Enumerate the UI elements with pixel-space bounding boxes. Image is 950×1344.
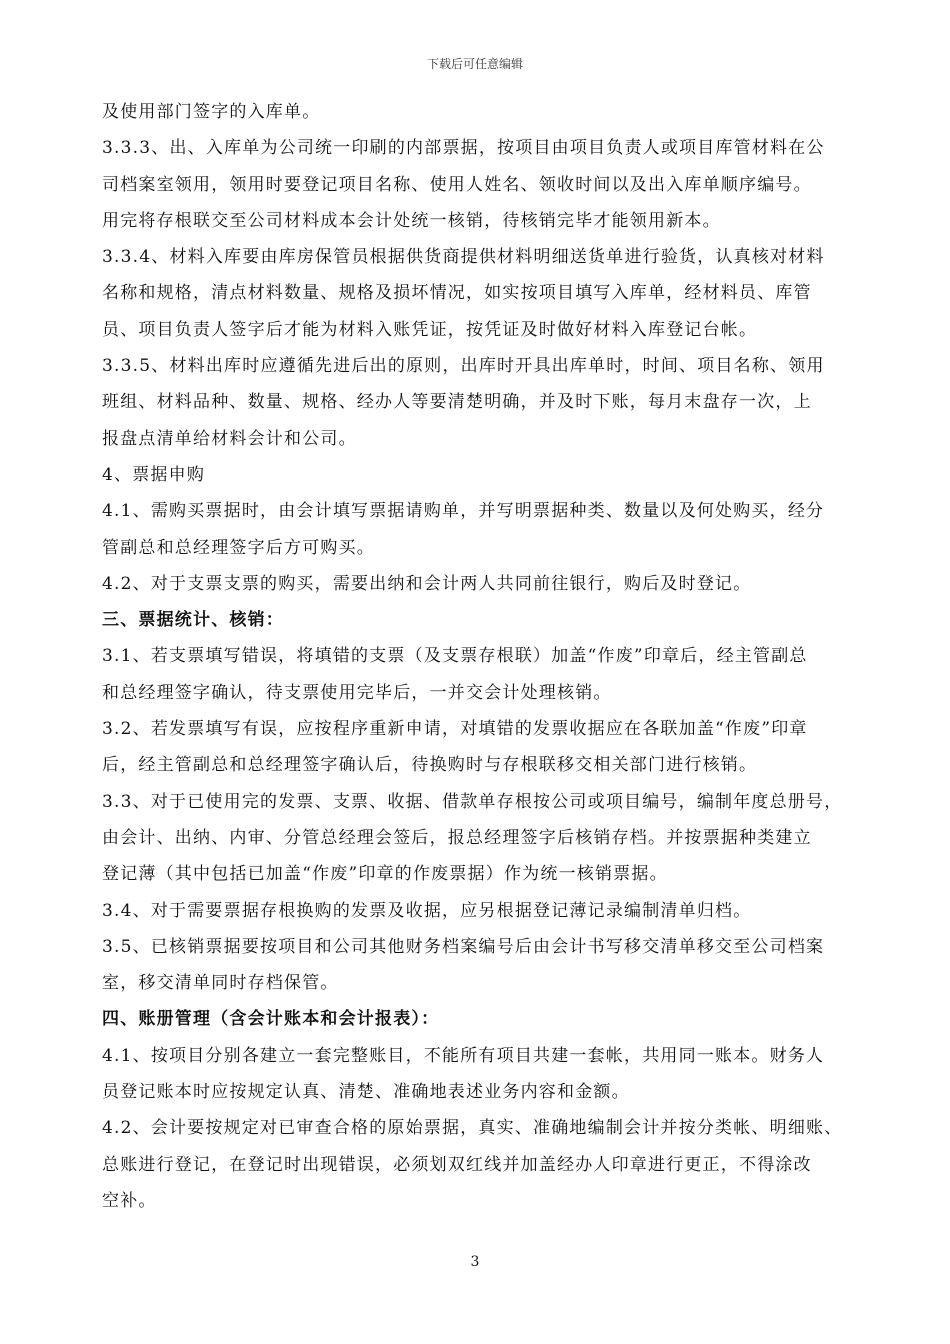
document-body: [102, 94, 870, 1219]
text-line: 名称和规格，清点材料数量、规格及损坏情况，如实按项目填写入库单，经材料员、库管: [102, 283, 812, 304]
text-line: 3.5、已核销票据要按项目和公司其他财务档案编号后由会计书写移交清单移交至公司档案: [102, 936, 825, 957]
page-number: 3: [470, 1254, 480, 1270]
text-line: 后，经主管副总和总经理签字确认后，待换购时与存根联移交相关部门进行核销。: [102, 755, 758, 776]
section-heading: [102, 602, 870, 638]
text-line: 4、票据申购: [102, 464, 206, 485]
text-line: 和总经理签字确认，待支票使用完毕后，一并交会计处理核销。: [102, 682, 612, 703]
body-paragraph: [102, 239, 870, 348]
text-line: 司档案室领用，领用时要登记项目名称、使用人姓名、领收时间以及出入库单顺序编号。: [102, 174, 812, 195]
text-line: 班组、材料品种、数量、规格、经办人等要清楚明确，并及时下账，每月末盘存一次，上: [102, 392, 812, 413]
body-paragraph: [102, 566, 870, 602]
body-paragraph: [102, 784, 870, 893]
text-line: 4.1、需购买票据时，由会计填写票据请购单，并写明票据种类、数量以及何处购买，经分: [102, 501, 825, 522]
text-line: 3.2、若发票填写有误，应按程序重新申请，对填错的发票收据应在各联加盖“作废”印章: [102, 719, 808, 740]
body-paragraph: [102, 893, 870, 929]
text-line: 4.2、会计要按规定对已审查合格的原始票据，真实、准确地编制会计并按分类帐、明细账、: [102, 1118, 843, 1139]
text-line: 三、票据统计、核销：: [102, 610, 284, 631]
body-paragraph: [102, 1110, 870, 1219]
body-paragraph: [102, 130, 870, 239]
text-line: 室，移交清单同时存档保管。: [102, 973, 339, 994]
text-line: 总账进行登记，在登记时出现错误，必须划双红线并加盖经办人印章进行更正，不得涂改: [102, 1154, 812, 1175]
text-line: 3.3、对于已使用完的发票、支票、收据、借款单存根按公司或项目编号，编制年度总册号，: [102, 791, 843, 812]
page-header: 下载后可任意编辑: [426, 57, 523, 71]
body-paragraph: [102, 1038, 870, 1111]
text-line: 报盘点清单给材料会计和公司。: [102, 428, 357, 449]
text-line: 由会计、出纳、内审、分管总经理会签后，报总经理签字后核销存档。并按票据种类建立: [102, 827, 812, 848]
text-line: 4.1、按项目分别各建立一套完整账目，不能所有项目共建一套帐，共用同一账本。财务人: [102, 1045, 825, 1066]
text-line: 3.1、若支票填写错误，将填错的支票（及支票存根联）加盖“作废”印章后，经主管副总: [102, 646, 808, 667]
text-line: 员登记账本时应按规定认真、清楚、准确地表述业务内容和金额。: [102, 1082, 630, 1103]
text-line: 3.4、对于需要票据存根换购的发票及收据，应另根据登记薄记录编制清单归档。: [102, 900, 752, 921]
text-line: 空补。: [102, 1190, 157, 1211]
body-paragraph: [102, 348, 870, 457]
text-line: 3.3.5、材料出库时应遵循先进后出的原则，出库时开具出库单时，时间、项目名称、领用: [102, 356, 825, 377]
body-paragraph: [102, 929, 870, 1002]
text-line: 及使用部门签字的入库单。: [102, 102, 321, 122]
text-line: 3.3.4、材料入库要由库房保管员根据供货商提供材料明细送货单进行验货，认真核对材料: [102, 247, 825, 268]
text-line: 登记薄（其中包括已加盖“作废”印章的作废票据）作为统一核销票据。: [102, 864, 668, 885]
text-line: 3.3.3、出、入库单为公司统一印刷的内部票据，按项目由项目负责人或项目库管材料在公: [102, 138, 825, 159]
body-paragraph: [102, 493, 870, 566]
body-paragraph: [102, 94, 870, 130]
body-paragraph: [102, 711, 870, 784]
text-line: 用完将存根联交至公司材料成本会计处统一核销，待核销完毕才能领用新本。: [102, 210, 721, 231]
section-heading: [102, 1001, 870, 1037]
body-paragraph: [102, 638, 870, 711]
text-line: 管副总和总经理签字后方可购买。: [102, 537, 375, 558]
body-paragraph: [102, 457, 870, 493]
text-line: 4.2、对于支票支票的购买，需要出纳和会计两人共同前往银行，购后及时登记。: [102, 573, 752, 594]
text-line: 员、项目负责人签字后才能为材料入账凭证，按凭证及时做好材料入库登记台帐。: [102, 319, 758, 340]
text-line: 四、账册管理（含会计账本和会计报表）：: [102, 1009, 440, 1030]
